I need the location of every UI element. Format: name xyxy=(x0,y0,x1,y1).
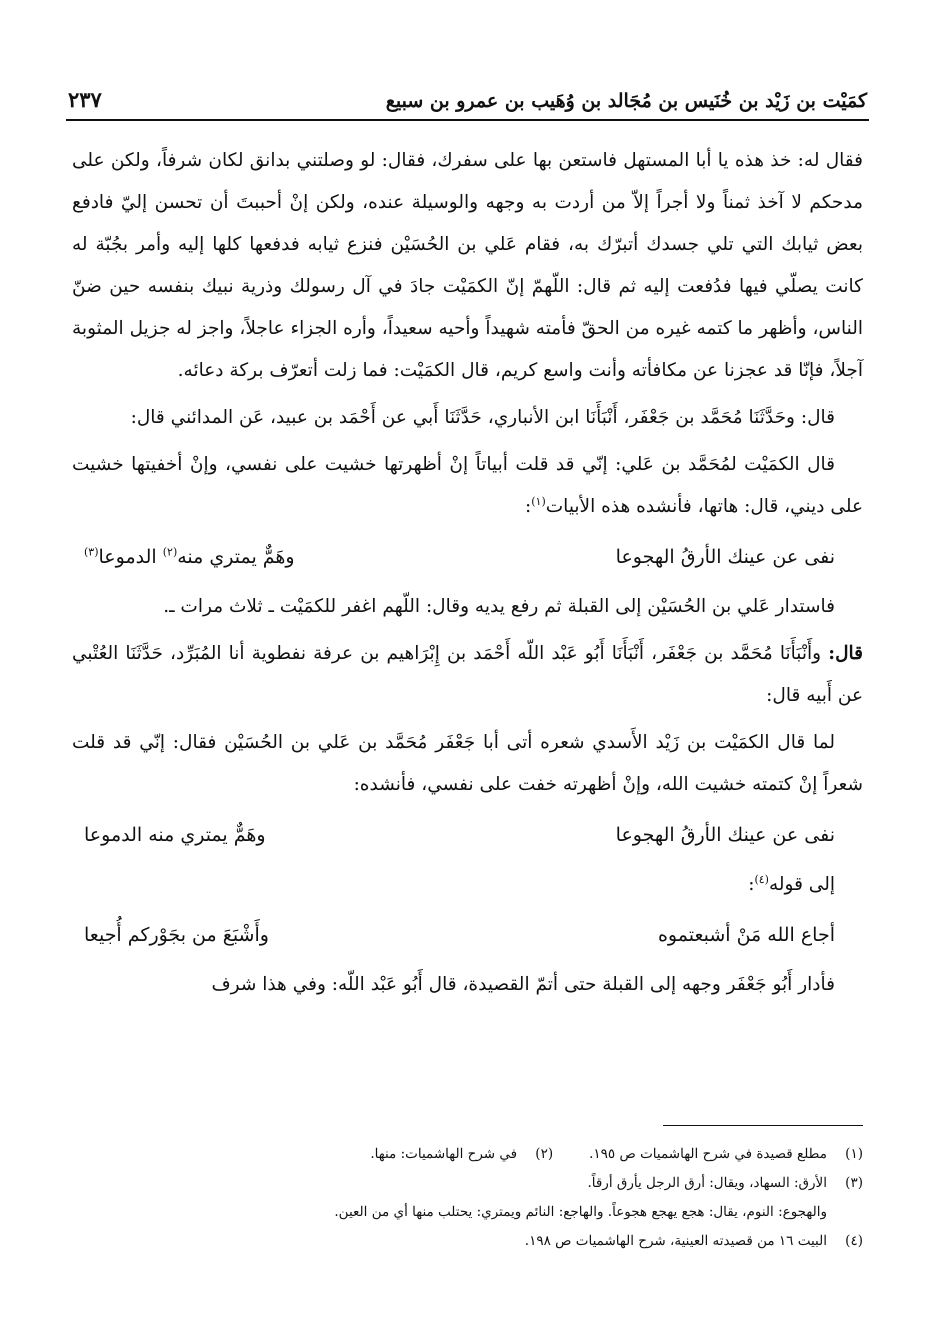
paragraph-4: فاستدار عَلي بن الحُسَيْن إلى القبلة ثم رفع يديه وقال: اللّهم اغفر للكمَيْت ـ ثلاث مرات ـ. xyxy=(163,596,835,617)
footnote-1-2 xyxy=(72,1140,863,1169)
paragraph-7 xyxy=(72,864,863,906)
paragraph-3 xyxy=(72,444,863,528)
footnotes xyxy=(72,1140,863,1256)
header-rule xyxy=(66,119,869,121)
footnote-4 xyxy=(72,1227,863,1256)
footnote-4-text: البيت ١٦ من قصيدته العينية، شرح الهاشميات ص ١٩٨. xyxy=(524,1233,827,1249)
footnote-3 xyxy=(72,1169,863,1198)
footnote-ref-3: (٣) xyxy=(84,545,99,559)
footnote-2-text: في شرح الهاشميات: منها. xyxy=(370,1146,518,1162)
paragraph-7-text: إلى قوله xyxy=(768,874,835,895)
paragraph-3-text: قال الكمَيْت لمُحَمَّد بن عَلي: إنّي قد قلت أبياتاً إنْ أظهرتها خشيت على نفسي، وإنْ أخفيتها خشيت على ديني، قال: هاتها، فأنشده هذه الأبيات xyxy=(72,454,863,517)
main-text xyxy=(72,140,863,1006)
footnote-3-continuation xyxy=(72,1198,863,1227)
paragraph-5-rest: وأَنْبَأَنَا مُحَمَّد بن جَعْفَر، أَنْبَأَنَا أَبُو عَبْد اللّه أَحْمَد بن إِبْرَاهيم بن عرفة نفطوية أنا المُبَرِّد، حَدَّثَنَا العُتْبي عن أَبيه قال: xyxy=(72,643,863,706)
paragraph-1: فقال له: خذ هذه يا أبا المستهل فاستعن بها على سفرك، فقال: لو وصلتني بدانق لكان شرفاً، ولكن على مدحكم لا آخذ ثمناً ولا أجراً إلاّ من أردت به وجهه والوسيلة عنده، ولكن إنْ أحببتَ أن تحسن إليّ فادفع بعض ثيابك التي تلي جسدك أتبرّك به، فقام عَلي بن الحُسَيْن فنزع ثيابه فدفعها كلها إليه وأمر بجُبّة له كانت يصلّي فيها فدُفعت إليه ثم قال: اللّهمّ إنّ الكمَيْت جادَ في آل رسولك وذرية نبيك بنفسه حين ضنّ الناس، وأظهر ما كتمه غيره من الحقّ فأمته شهيداً وأحيه سعيداً، وأره الجزاء عاجلاً، واجز له جزيل المثوبة آجلاً، فإنّا قد عجزنا عن مكافأته وأنت واسع كريم، قال الكمَيْت: فما زلت أتعرّف بركة دعائه. xyxy=(72,150,863,381)
footnote-ref-2: (٢) xyxy=(162,545,178,559)
footnote-3-mark: (٣) xyxy=(845,1175,863,1191)
footnote-1-mark: (١) xyxy=(845,1146,863,1162)
verse-1-second-b: الدموعا xyxy=(98,546,163,568)
footnote-4-mark: (٤) xyxy=(845,1233,863,1249)
footnote-rule xyxy=(663,1125,863,1126)
paragraph-5-lead: قال: xyxy=(828,643,863,664)
verse-3-second-hemistich: وأَشْبَعَ من بجَوْركم أُجيعا xyxy=(84,924,269,946)
verse-2-first-hemistich: نفى عن عينك الأرقُ الهجوعا xyxy=(615,824,835,846)
verse-2-second-hemistich: وهَمٌّ يمتري منه الدموعا xyxy=(84,824,266,846)
verse-1 xyxy=(72,536,863,578)
page-number: ٢٣٧ xyxy=(68,87,102,112)
paragraph-5 xyxy=(72,633,863,717)
paragraph-8: فأدار أَبُو جَعْفَر وجهه إلى القبلة حتى أتمّ القصيدة، قال أَبُو عَبْد اللّه: وفي هذا شرف xyxy=(211,974,835,995)
paragraph-6: لما قال الكمَيْت بن زَيْد الأَسدي شعره أتى أبا جَعْفَر مُحَمَّد بن عَلي بن الحُسَيْن فقال: إنّي قد قلت شعراً إنْ كتمته خشيت الله، وإنْ أظهرته خفت على نفسي، فأنشده: xyxy=(72,732,863,795)
paragraph-2: قال: وحَدَّثَنَا مُحَمَّد بن جَعْفَر، أَنْبَأَنَا ابن الأنباري، حَدَّثَنَا أَبي عن أَحْمَد بن عبيد، عَن المدائني قال: xyxy=(130,407,835,428)
verse-1-second-hemistich xyxy=(84,536,295,578)
footnote-ref-1: (١) xyxy=(531,494,546,508)
verse-1-first-hemistich: نفى عن عينك الأرقُ الهجوعا xyxy=(615,546,835,568)
header-title: كمَيْت بن زَيْد بن خُنَيس بن مُجَالد بن وُهَيب بن عمرو بن سبيع xyxy=(385,90,867,112)
footnote-1-text: مطلع قصيدة في شرح الهاشميات ص ١٩٥. xyxy=(589,1146,827,1162)
running-header xyxy=(68,66,867,112)
footnote-2-mark: (٢) xyxy=(535,1146,554,1162)
verse-1-second-a: وهَمٌّ يمتري منه xyxy=(177,546,295,568)
paragraph-3-end: : xyxy=(525,496,532,517)
verse-3-first-hemistich: أجاع الله مَنْ أشبعتموه xyxy=(657,924,835,946)
footnote-ref-4: (٤) xyxy=(754,872,769,886)
paragraph-7-end: : xyxy=(748,874,755,895)
verse-2 xyxy=(72,814,863,856)
footnote-3-cont-text: والهجوع: النوم، يقال: هجع يهجع هجوعاً. والهاجع: النائم ويمتري: يحتلب منها أي من العين. xyxy=(334,1204,827,1220)
footnote-3-text: الأرق: السهاد، ويقال: أرق الرجل يأرق أرقاً. xyxy=(587,1175,827,1191)
verse-3 xyxy=(72,914,863,956)
